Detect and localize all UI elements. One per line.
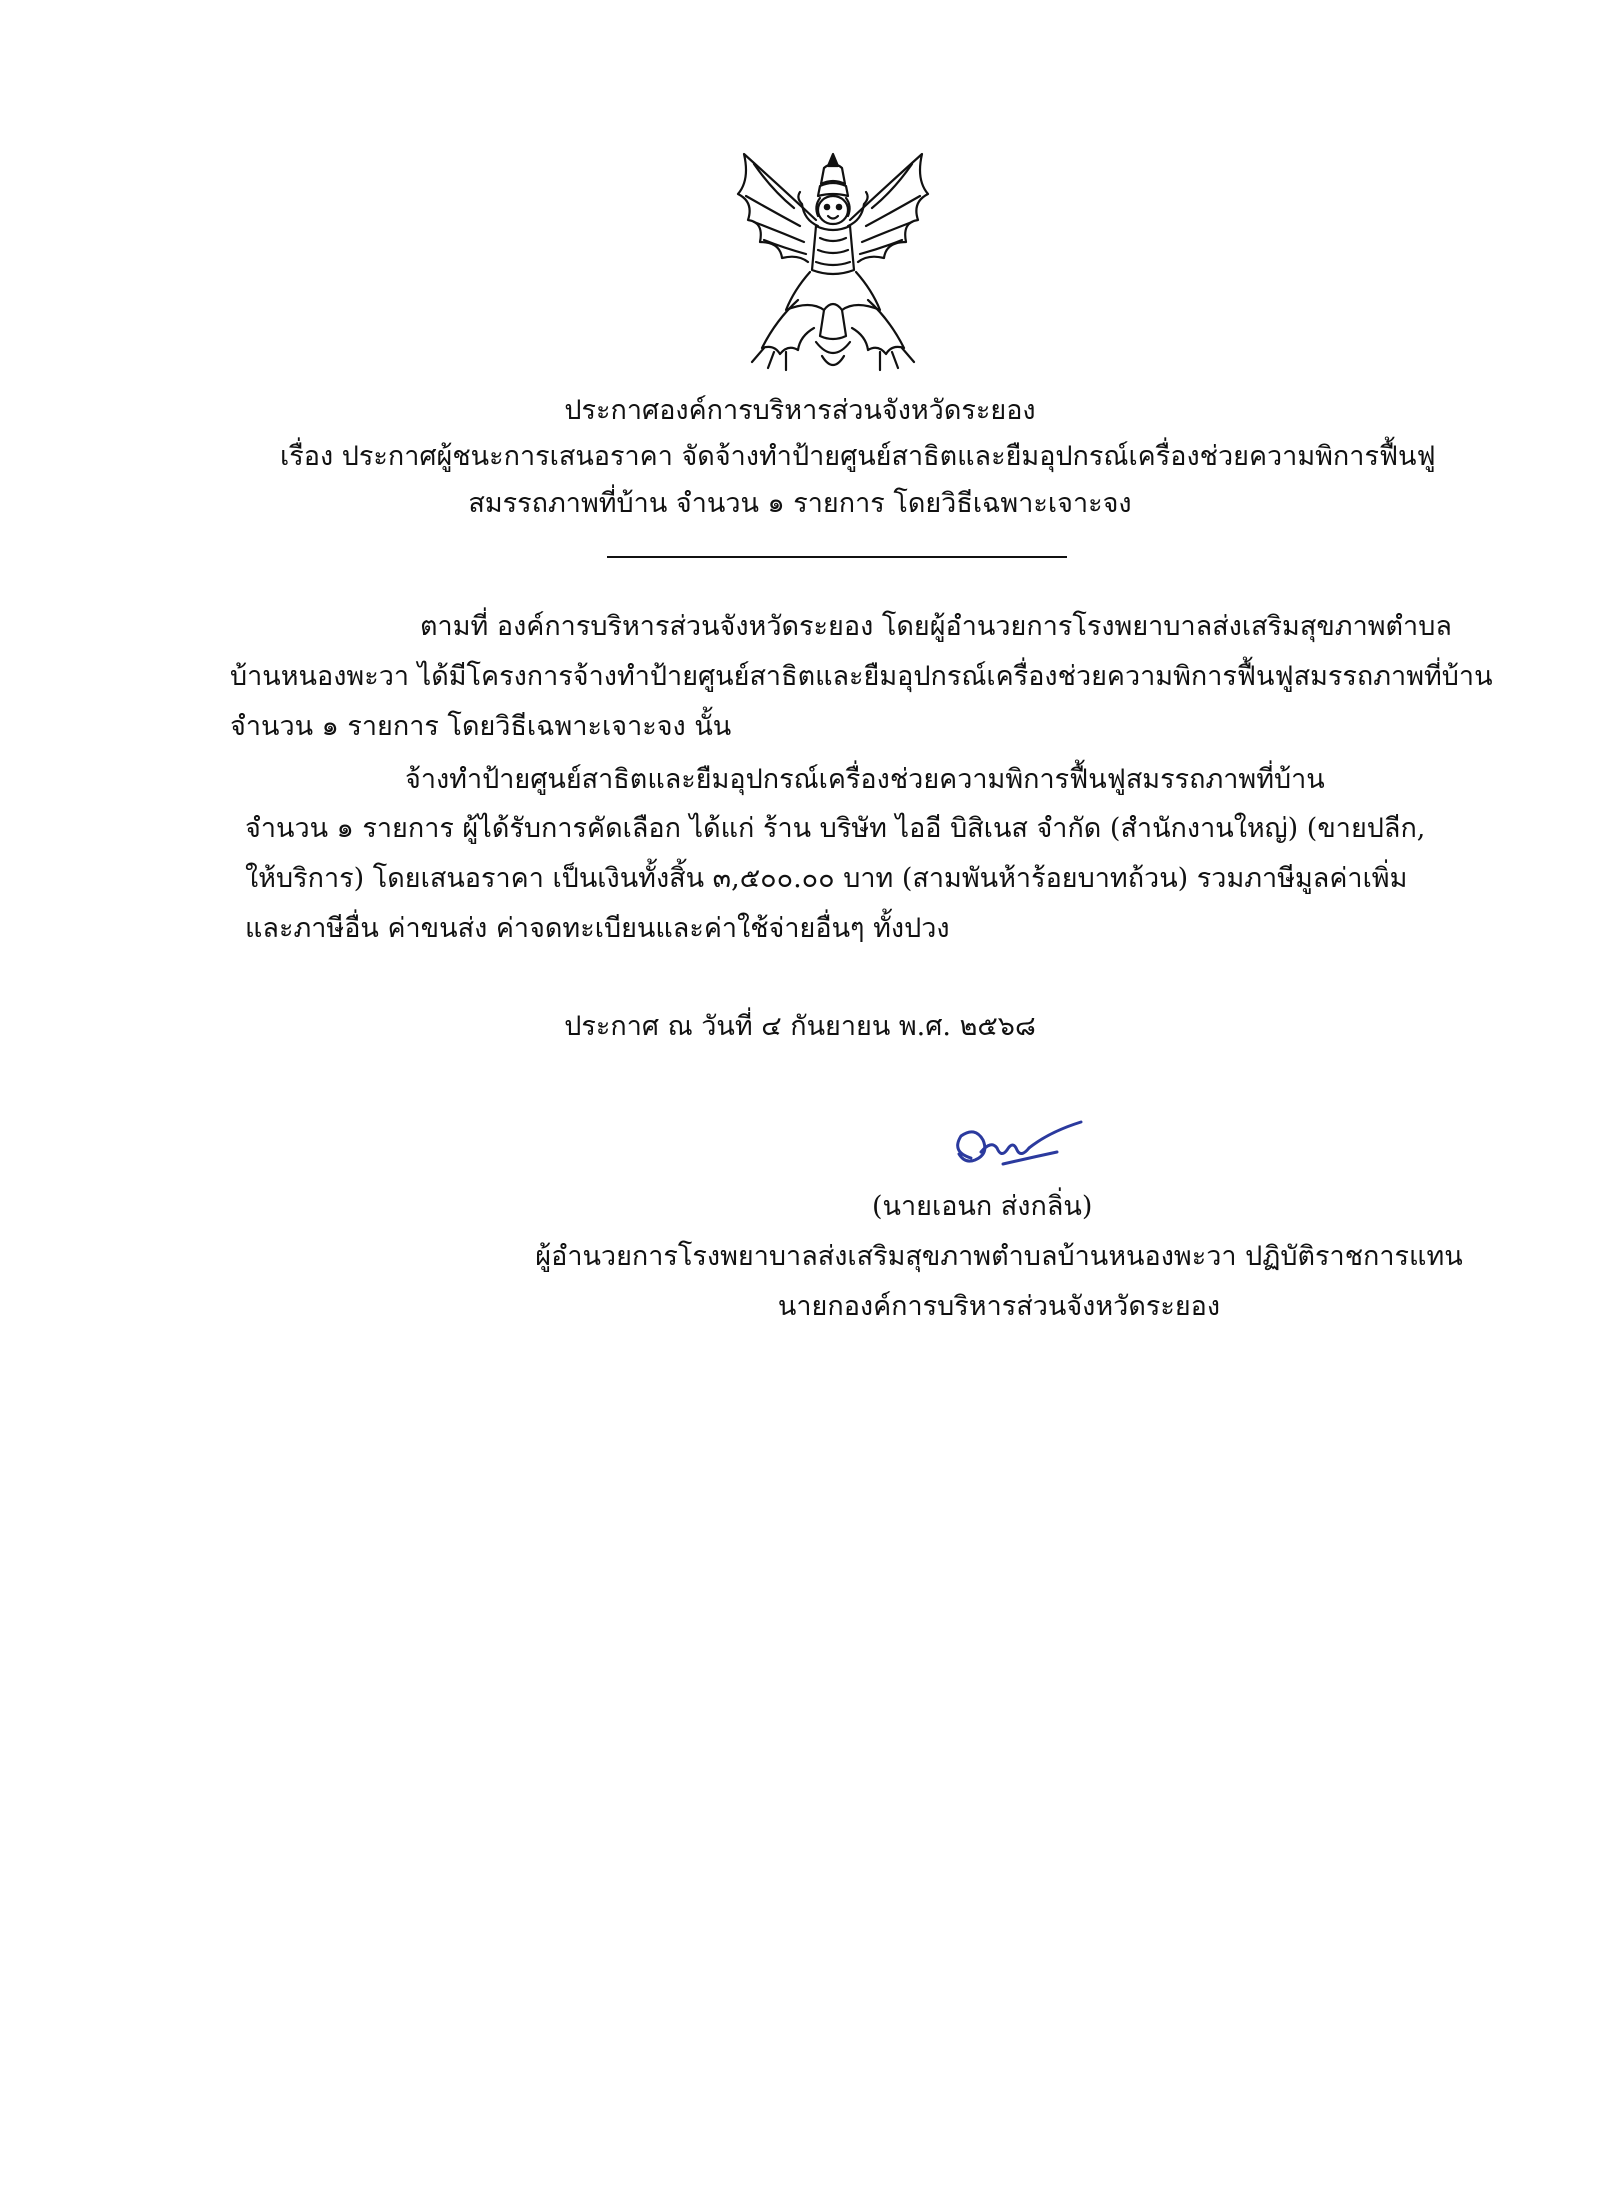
signature-mark: [945, 1118, 1085, 1178]
paragraph-1-line-1: ตามที่ องค์การบริหารส่วนจังหวัดระยอง โดยผู้อำนวยการโรงพยาบาลส่งเสริมสุขภาพตำบล: [420, 611, 1452, 642]
garuda-emblem-icon: [724, 150, 942, 378]
signer-position-line-1: ผู้อำนวยการโรงพยาบาลส่งเสริมสุขภาพตำบลบ้านหนองพะวา ปฏิบัติราชการแทน: [535, 1241, 1463, 1272]
subject-line-1: เรื่อง ประกาศผู้ชนะการเสนอราคา จัดจ้างทำป้ายศูนย์สาธิตและยืมอุปกรณ์เครื่องช่วยความพิการฟื้นฟู: [280, 441, 1436, 472]
paragraph-2-line-4: และภาษีอื่น ค่าขนส่ง ค่าจดทะเบียนและค่าใช้จ่ายอื่นๆ ทั้งปวง: [245, 913, 950, 944]
paragraph-2-line-3: ให้บริการ) โดยเสนอราคา เป็นเงินทั้งสิ้น ๓,๕๐๐.๐๐ บาท (สามพันห้าร้อยบาทถ้วน) รวมภาษีมูลค่าเพิ่ม: [245, 863, 1408, 894]
paragraph-2-line-1: จ้างทำป้ายศูนย์สาธิตและยืมอุปกรณ์เครื่องช่วยความพิการฟื้นฟูสมรรถภาพที่บ้าน: [405, 764, 1325, 795]
title-divider: [607, 556, 1067, 558]
announcement-date: ประกาศ ณ วันที่ ๔ กันยายน พ.ศ. ๒๕๖๘: [564, 1011, 1036, 1042]
paragraph-2-line-2: จำนวน ๑ รายการ ผู้ได้รับการคัดเลือก ได้แก่ ร้าน บริษัท ไออี บิสิเนส จำกัด (สำนักงานใหญ่) (ขายปลีก,: [245, 813, 1426, 844]
signer-position-line-2: นายกองค์การบริหารส่วนจังหวัดระยอง: [777, 1291, 1221, 1322]
subject-line-2: สมรรถภาพที่บ้าน จำนวน ๑ รายการ โดยวิธีเฉพาะเจาะจง: [468, 488, 1132, 519]
paragraph-1-line-3: จำนวน ๑ รายการ โดยวิธีเฉพาะเจาะจง นั้น: [230, 711, 732, 742]
signer-name: (นายเอนก ส่งกลิ่น): [872, 1191, 1093, 1222]
document-title: ประกาศองค์การบริหารส่วนจังหวัดระยอง: [564, 395, 1036, 426]
paragraph-1-line-2: บ้านหนองพะวา ได้มีโครงการจ้างทำป้ายศูนย์สาธิตและยืมอุปกรณ์เครื่องช่วยความพิการฟื้นฟูสมรรถภาพที่บ้าน: [230, 661, 1493, 692]
